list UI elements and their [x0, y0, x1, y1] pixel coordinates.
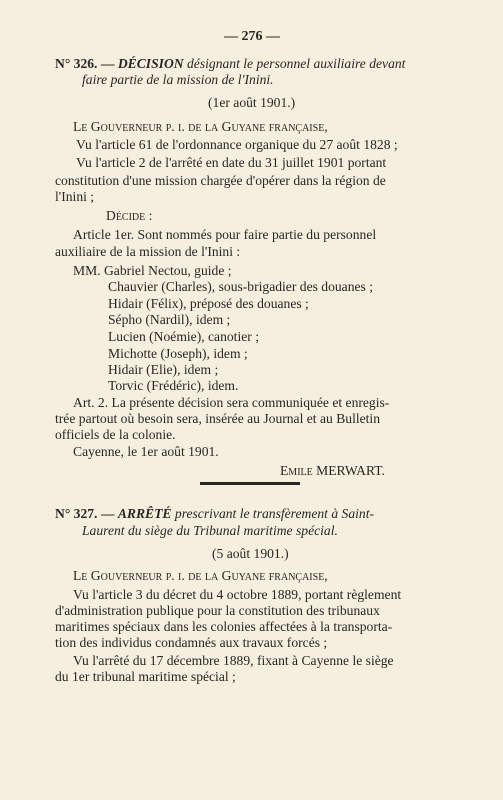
doc1-vu-2-line-2: constitution d'une mission chargée d'opérer dans la région de: [55, 173, 386, 188]
doc1-member-7: Hidair (Elie), idem ;: [108, 362, 219, 377]
doc2-date: (5 août 1901.): [212, 546, 289, 561]
doc1-member-4: Sépho (Nardil), idem ;: [108, 312, 231, 327]
doc2-heading-line-1: [55, 506, 374, 522]
section-divider: [200, 482, 300, 485]
doc2-gouverneur: Le Gouverneur p. i. de la Guyane française,: [73, 568, 328, 583]
doc2-vu-2-line-2: du 1er tribunal maritime spécial ;: [55, 669, 236, 684]
doc1-vu-2-line-1: Vu l'article 2 de l'arrêté en date du 31 juillet 1901 portant: [76, 155, 387, 170]
doc1-article-2-line-1: Art. 2. La présente décision sera communiquée et enregis-: [73, 395, 390, 410]
doc1-date: (1er août 1901.): [208, 95, 296, 110]
doc1-place-date: Cayenne, le 1er août 1901.: [73, 444, 219, 459]
doc1-member-5: Lucien (Noémie), canotier ;: [108, 329, 259, 344]
doc1-member-6: Michotte (Joseph), idem ;: [108, 346, 248, 361]
doc1-article-2-line-3: officiels de la colonie.: [55, 427, 176, 442]
doc2-heading-type: ARRÊTÉ: [117, 506, 172, 521]
doc2-vu-1-line-1: Vu l'article 3 du décret du 4 octobre 1889, portant règlement: [73, 587, 402, 602]
doc1-heading-number: N° 326.: [55, 56, 98, 71]
doc1-article-1-line-1: Article 1er. Sont nommés pour faire partie du personnel: [73, 227, 377, 242]
doc1-member-2: Chauvier (Charles), sous-brigadier des douanes ;: [108, 279, 374, 294]
doc1-member-1: MM. Gabriel Nectou, guide ;: [73, 263, 232, 278]
doc1-decide: Décide :: [106, 208, 153, 223]
doc1-vu-2-line-3: l'Inini ;: [55, 189, 95, 204]
doc2-vu-1-line-2: d'administration publique pour la constitution des tribunaux: [55, 603, 380, 618]
doc1-signature: Emile MERWART.: [280, 463, 385, 478]
doc2-heading-line-2: Laurent du siège du Tribunal maritime spécial.: [82, 523, 338, 538]
doc2-vu-1-line-3: maritimes spéciaux dans les colonies affectées à la transporta-: [55, 619, 393, 634]
doc1-heading-type: DÉCISION: [117, 56, 184, 71]
doc2-vu-2-line-1: Vu l'arrêté du 17 décembre 1889, fixant à Cayenne le siège: [73, 653, 394, 668]
doc1-member-3: Hidair (Félix), préposé des douanes ;: [108, 296, 309, 311]
doc2-heading-rest-1: prescrivant le transfèrement à Saint-: [174, 506, 374, 521]
doc1-heading-rest-1: désignant le personnel auxiliaire devant: [187, 56, 406, 71]
doc2-vu-1-line-4: tion des individus condamnés aux travaux forcés ;: [55, 635, 328, 650]
doc1-article-2-line-2: trée partout où besoin sera, insérée au Journal et au Bulletin: [55, 411, 381, 426]
doc1-member-8: Torvic (Frédéric), idem.: [108, 378, 239, 393]
doc2-heading-number: N° 327.: [55, 506, 98, 521]
page-number: — 276 —: [224, 29, 280, 44]
doc1-heading-dash: —: [100, 56, 115, 71]
doc1-heading-line-2: faire partie de la mission de l'Inini.: [82, 72, 274, 87]
doc1-gouverneur: Le Gouverneur p. i. de la Guyane française,: [73, 119, 328, 134]
doc2-heading-dash: —: [100, 506, 115, 521]
doc1-article-1-line-2: auxiliaire de la mission de l'Inini :: [55, 244, 241, 259]
doc1-vu-1: Vu l'article 61 de l'ordonnance organique du 27 août 1828 ;: [76, 137, 398, 152]
doc1-heading-line-1: [55, 56, 405, 72]
